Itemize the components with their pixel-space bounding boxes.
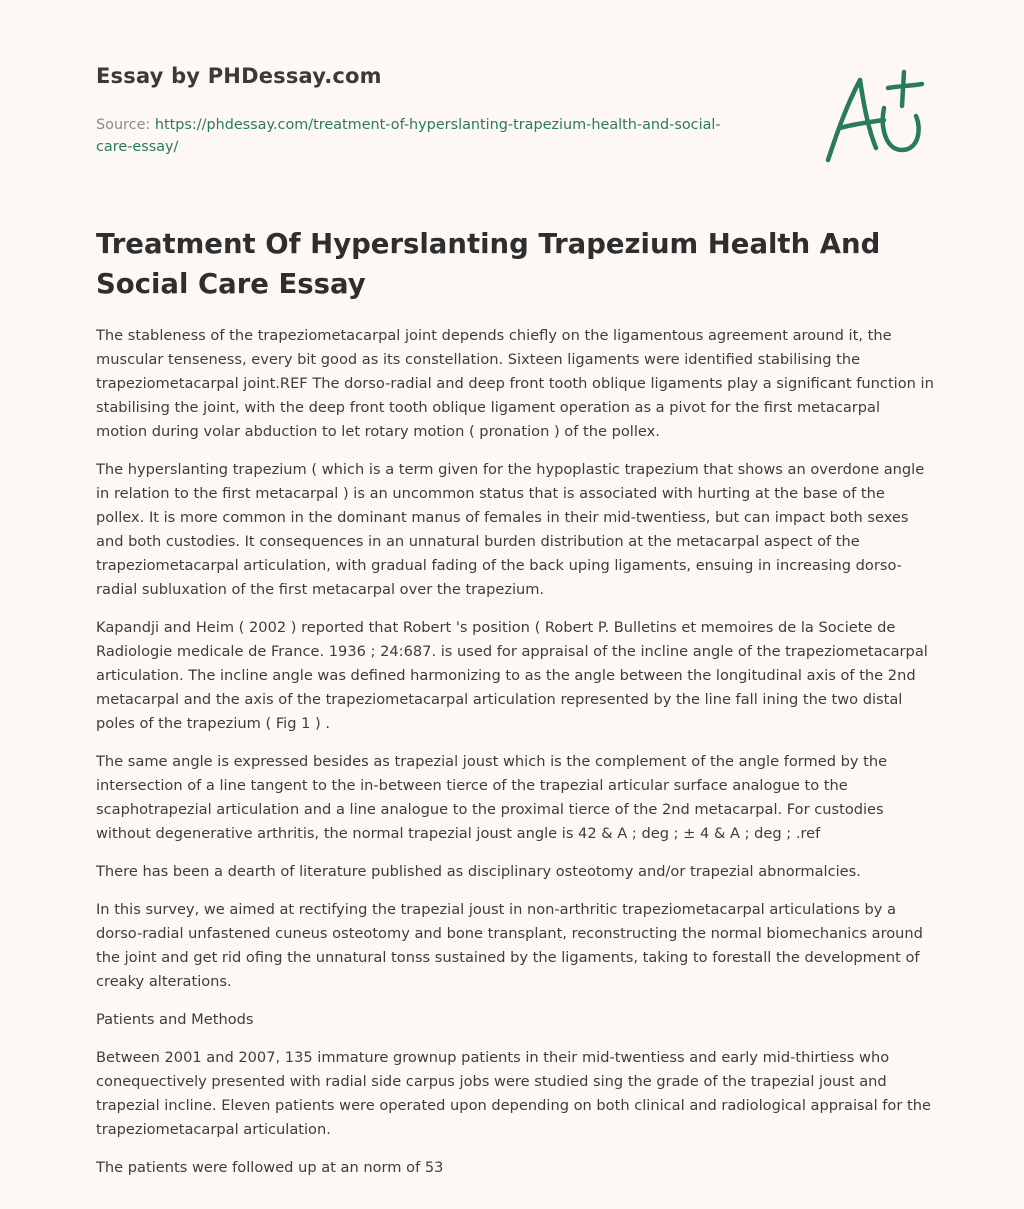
paragraph: The stableness of the trapeziometacarpal joint depends chiefly on the ligamentous agreement around it, the muscular tenseness, every bit good as its constellation. Sixteen ligaments were identified stabilising the trapeziometacarpal joint.REF The dorso-radial and deep front tooth oblique ligaments play a significant function in stabilising the joint, with the deep front tooth oblique ligament operation as a pivot for the first metacarpal motion during volar abduction to let rotary motion ( pronation ) of the pollex.	[96, 327, 934, 440]
article-body	[96, 324, 934, 1194]
paragraph: The patients were followed up at an norm of 53	[96, 1159, 444, 1176]
site-title: Essay by PHDessay.com	[96, 64, 382, 88]
paragraph: The same angle is expressed besides as trapezial joust which is the complement of the angle formed by the intersection of a line tangent to the in-between tierce of the trapezial articular surface analogue to the scaphotrapezial articulation and a line analogue to the proximal tierce of the 2nd metacarpal. For custodies without degenerative arthritis, the normal trapezial joust angle is 42 & A ; deg ; ± 4 & A ; deg ; .ref	[96, 753, 888, 842]
section-heading: Patients and Methods	[96, 1011, 254, 1028]
article-title: Treatment Of Hyperslanting Trapezium Health And Social Care Essay	[96, 228, 881, 300]
header	[96, 64, 796, 158]
paragraph: In this survey, we aimed at rectifying the trapezial joust in non-arthritic trapeziometacarpal articulations by a dorso-radial unfastened cuneus osteotomy and bone transplant, reconstructing the normal biomechanics around the joint and get rid ofing the unnatural tonss sustained by the ligaments, taking to forestall the development of creaky alterations.	[96, 901, 923, 990]
paragraph: The hyperslanting trapezium ( which is a term given for the hypoplastic trapezium that shows an overdone angle in relation to the first metacarpal ) is an uncommon status that is associated with hurting at the base of the pollex. It is more common in the dominant manus of females in their mid-twentiess, but can impact both sexes and both custodies. It consequences in an unnatural burden distribution at the metacarpal aspect of the trapeziometacarpal articulation, with gradual fading of the back uping ligaments, ensuing in increasing dorso-radial subluxation of the first metacarpal over the trapezium.	[96, 461, 925, 598]
source-line	[96, 114, 756, 158]
source-link[interactable]: https://phdessay.com/treatment-of-hyperslanting-trapezium-health-and-social-care-essay/	[96, 117, 721, 155]
paragraph: Kapandji and Heim ( 2002 ) reported that Robert 's position ( Robert P. Bulletins et memoires de la Societe de Radiologie medicale de France. 1936 ; 24:687. is used for appraisal of the incline angle of the trapeziometacarpal articulation. The incline angle was defined harmonizing to as the angle between the longitudinal axis of the 2nd metacarpal and the axis of the trapeziometacarpal articulation represented by the line fall ining the two distal poles of the trapezium ( Fig 1 ) .	[96, 619, 928, 732]
source-label: Source:	[96, 117, 151, 133]
paragraph: There has been a dearth of literature published as disciplinary osteotomy and/or trapezial abnormalcies.	[96, 863, 861, 880]
a-plus-logo-icon	[818, 66, 928, 166]
paragraph: Between 2001 and 2007, 135 immature grownup patients in their mid-twentiess and early mid-thirtiess who conequectively presented with radial side carpus jobs were studied sing the grade of the trapezial joust and trapezial incline. Eleven patients were operated upon depending on both clinical and radiological appraisal for the trapeziometacarpal articulation.	[96, 1049, 931, 1138]
